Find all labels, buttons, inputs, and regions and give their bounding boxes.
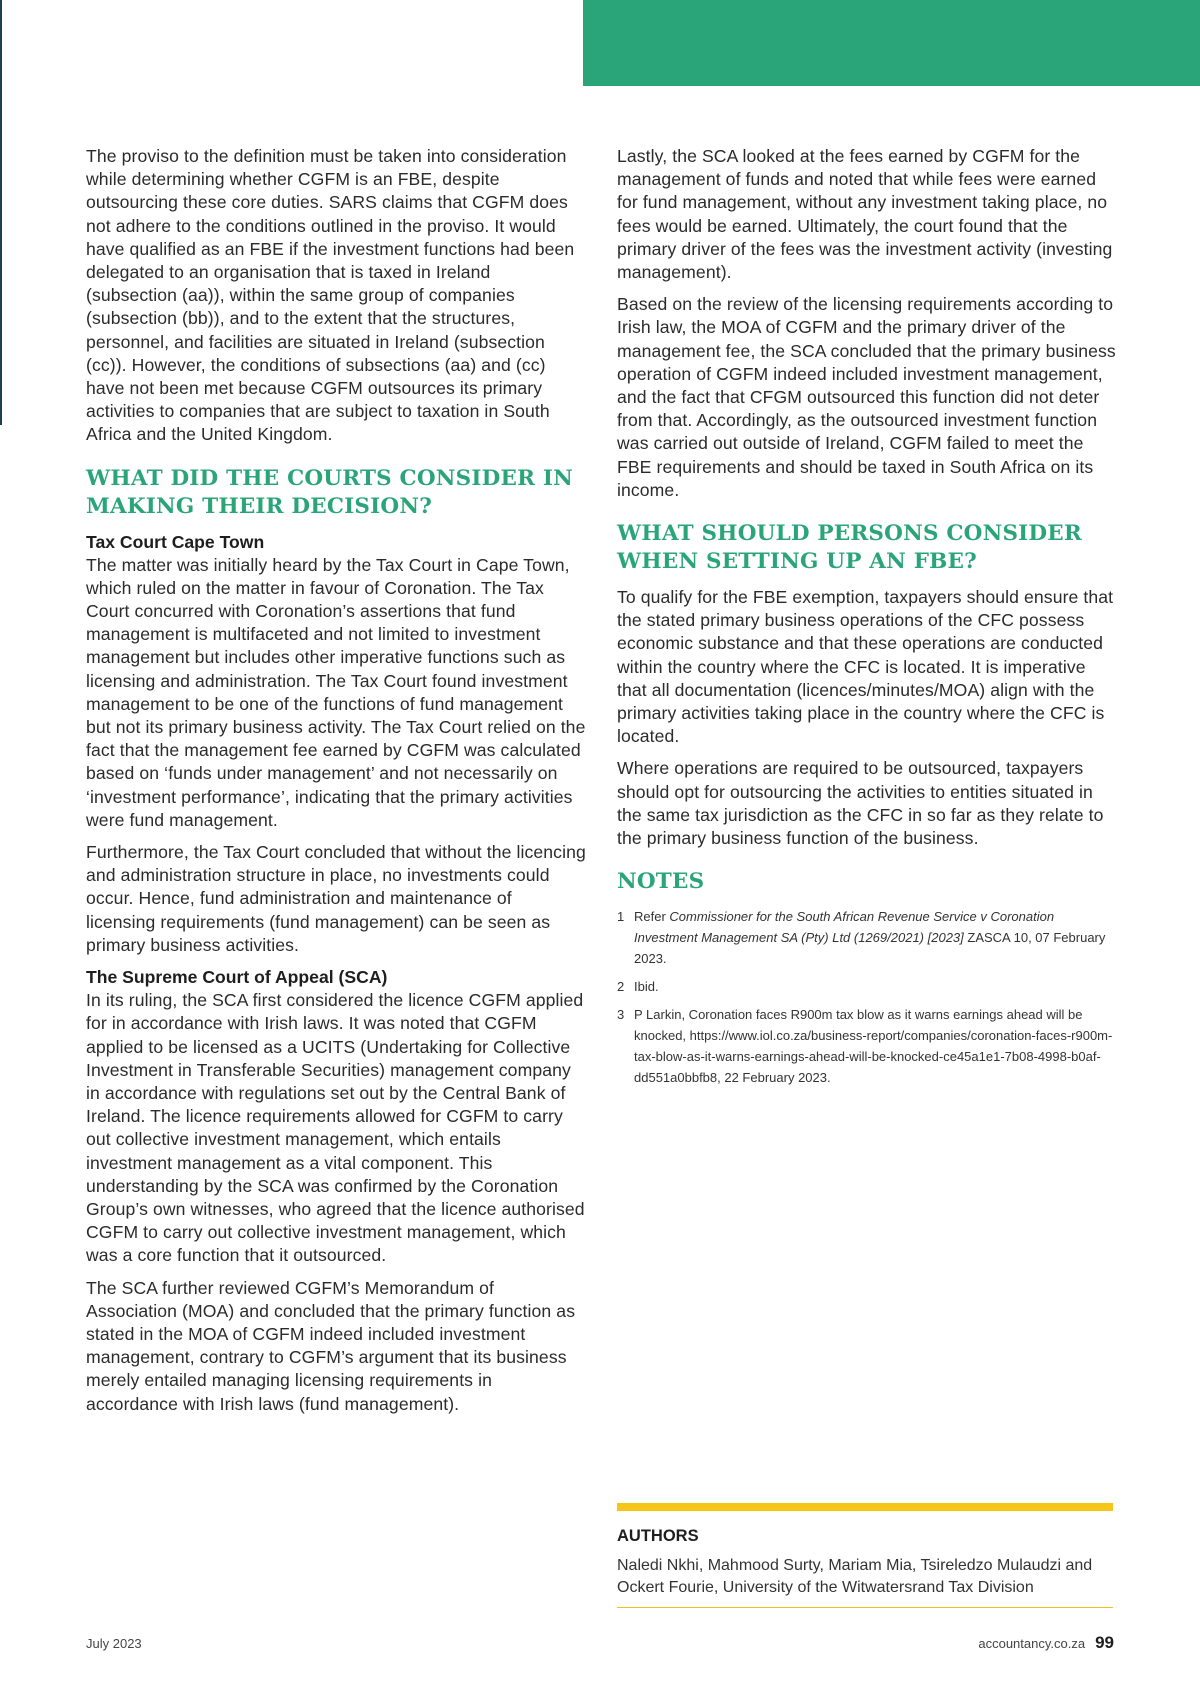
- note-item: [617, 1004, 1117, 1088]
- note-text: P Larkin, Coronation faces R900m tax blow as it warns earnings ahead will be knocked, https://www.iol.co.za/business-report/companies/coronation-faces-r900m-tax-blow-as-it-warns-earnings-ahead-will-be-knocked-ce45a1e1-7b08-4998-b0af-dd551a0bbfb8, 22 February 2023.: [634, 1007, 1113, 1086]
- note-text: [634, 906, 1117, 969]
- left-column: [86, 145, 586, 1425]
- paragraph: The proviso to the definition must be taken into consideration while determining whether CGFM is an FBE, despite outsourcing these core duties. SARS claims that CGFM does not adhere to the conditions outlined in the proviso. It would have qualified as an FBE if the investment functions had been delegated to an organisation that is taxed in Ireland (subsection (aa)), within the same group of companies (subsection (bb)), and to the extent that the structures, personnel, and facilities are situated in Ireland (subsection (cc)). However, the conditions of subsections (aa) and (cc) have not been met because CGFM outsources its primary activities to companies that are subject to taxation in South Africa and the United Kingdom.: [86, 146, 575, 445]
- notes-heading: NOTES: [617, 869, 705, 895]
- paragraph: The matter was initially heard by the Tax Court in Cape Town, which ruled on the matter in favour of Coronation. The Tax Court concurred with Coronation’s assertions that fund management is multifaceted and not limited to investment management but includes other imperative functions such as licensing and administration. The Tax Court found investment management to be one of the functions of fund management but not its primary business activity. The Tax Court relied on the fact that the management fee earned by CGFM was calculated based on ‘funds under management’ and not necessarily on ‘investment performance’, indicating that the primary activities were fund management.: [86, 554, 586, 830]
- note-text: Ibid.: [634, 979, 659, 995]
- header-green-bar: [583, 0, 1200, 86]
- paragraph: Where operations are required to be outsourced, taxpayers should opt for outsourcing the activities to entities situated in the same tax jurisdiction as the CFC in so far as they relate to the primary business function of the business.: [617, 758, 1104, 849]
- paragraph: Furthermore, the Tax Court concluded that without the licencing and administration structure in place, no investments could occur. Hence, fund administration and maintenance of licensing requirements (fund management) can be seen as primary business activities.: [86, 842, 586, 955]
- note-number: 2: [617, 979, 625, 995]
- footer-date: July 2023: [86, 1636, 142, 1651]
- right-column: [617, 145, 1117, 1095]
- section-heading-fbe: WHAT SHOULD PERSONS CONSIDER WHEN SETTING UP AN FBE?: [617, 521, 1082, 575]
- page-number: 99: [1095, 1633, 1114, 1652]
- authors-box: [617, 1503, 1113, 1608]
- note-item: [617, 976, 1117, 997]
- note-number: 3: [617, 1007, 625, 1023]
- authors-top-rule: [617, 1503, 1113, 1511]
- authors-bottom-rule: [617, 1607, 1113, 1608]
- left-edge-rule: [0, 0, 2, 425]
- section-heading-courts: WHAT DID THE COURTS CONSIDER IN MAKING THEIR DECISION?: [86, 465, 573, 519]
- authors-heading: AUTHORS: [617, 1527, 699, 1545]
- note-number: 1: [617, 909, 625, 925]
- note-text-plain: ZASCA 10, 07 February 2023.: [634, 930, 1106, 967]
- note-text-plain: Refer: [634, 909, 670, 925]
- subheading-tax-court: Tax Court Cape Town: [86, 531, 265, 552]
- paragraph: The SCA further reviewed CGFM’s Memorandum of Association (MOA) and concluded that the primary function as stated in the MOA of CGFM indeed included investment management, contrary to CGFM’s argument that its business merely entailed managing licensing requirements in accordance with Irish laws (fund management).: [86, 1277, 576, 1414]
- paragraph: Lastly, the SCA looked at the fees earned by CGFM for the management of funds and noted that while fees were earned for fund management, without any investment taking place, no fees would be earned. Ultimately, the court found that the primary driver of the fees was the investment activity (investing management).: [617, 146, 1113, 283]
- subheading-sca: The Supreme Court of Appeal (SCA): [86, 967, 388, 988]
- footer-right: [978, 1633, 1114, 1653]
- authors-text: Naledi Nkhi, Mahmood Surty, Mariam Mia, Tsireledzo Mulaudzi and Ockert Fourie, University of the Witwatersrand Tax Division: [617, 1557, 1093, 1596]
- notes-list: [617, 906, 1117, 1088]
- paragraph: To qualify for the FBE exemption, taxpayers should ensure that the stated primary business operations of the CFC possess economic substance and that these operations are conducted within the country where the CFC is located. It is imperative that all documentation (licences/minutes/MOA) align with the primary activities taking place in the country where the CFC is located.: [617, 587, 1114, 747]
- footer-site: accountancy.co.za: [978, 1636, 1086, 1651]
- note-item: [617, 906, 1117, 969]
- paragraph: In its ruling, the SCA first considered the licence CGFM applied for in accordance with Irish laws. It was noted that CGFM applied to be licensed as a UCITS (Undertaking for Collective Investment in Transferable Securities) management company in accordance with regulations set out by the Central Bank of Ireland. The licence requirements allowed for CGFM to carry out collective investment management, which entails investment management as a vital component. This understanding by the SCA was confirmed by the Coronation Group’s own witnesses, who agreed that the licence authorised CGFM to carry out collective investment management, which was a core function that it outsourced.: [86, 990, 585, 1266]
- paragraph: Based on the review of the licensing requirements according to Irish law, the MOA of CGFM and the primary driver of the management fee, the SCA concluded that the primary business operation of CGFM indeed included investment management, and the fact that CFGM outsourced this function did not deter from that. Accordingly, as the outsourced investment function was carried out outside of Ireland, CGFM failed to meet the FBE requirements and should be taxed in South Africa on its income.: [617, 294, 1116, 500]
- note-case-citation: Commissioner for the South African Revenue Service v Coronation Investment Management SA (Pty) Ltd (1269/2021) [2023]: [634, 909, 1055, 946]
